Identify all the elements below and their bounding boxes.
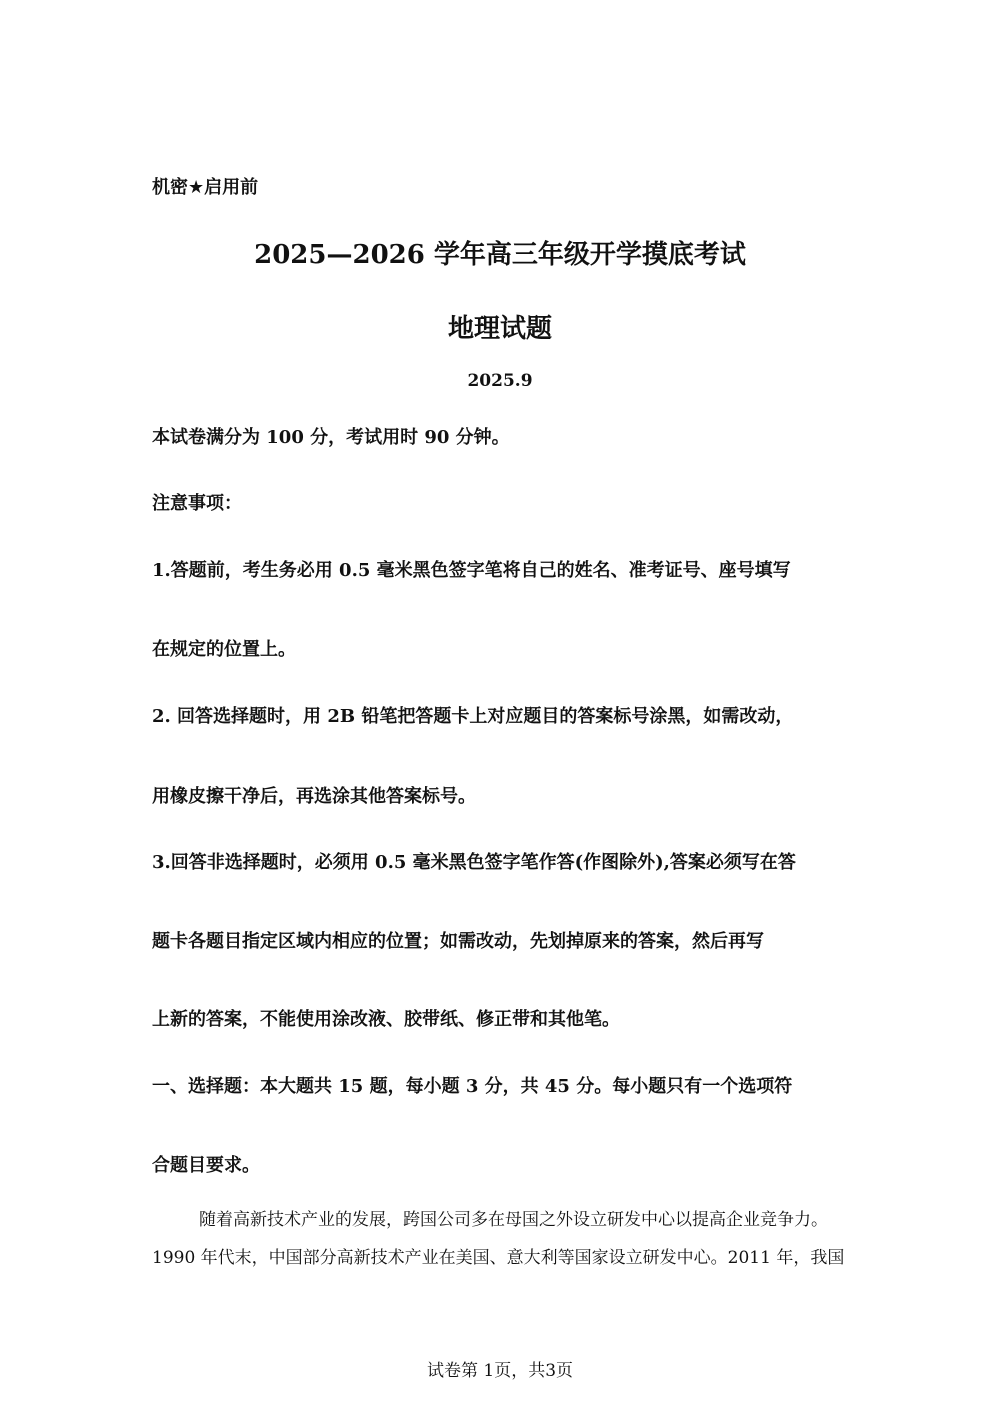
instruction-3-line-3: 上新的答案，不能使用涂改液、胶带纸、修正带和其他笔。 (152, 1009, 620, 1030)
instruction-1-line-2: 在规定的位置上。 (152, 639, 296, 660)
section-1-heading-line-1: 一、选择题：本大题共 15 题，每小题 3 分，共 45 分。每小题只有一个选项符 (152, 1076, 793, 1097)
instruction-1-line-1: 1.答题前，考生务必用 0.5 毫米黑色签字笔将自己的姓名、准考证号、座号填写 (152, 560, 791, 581)
instruction-2-line-1: 2. 回答选择题时，用 2B 铅笔把答题卡上对应题目的答案标号涂黑，如需改动， (152, 706, 794, 727)
subject-title: 地理试题 (447, 314, 552, 344)
instruction-3-line-2: 题卡各题目指定区域内相应的位置；如需改动，先划掉原来的答案，然后再写 (152, 931, 764, 952)
notice-heading: 注意事项： (152, 493, 242, 514)
instruction-3-line-1: 3.回答非选择题时，必须用 0.5 毫米黑色签字笔作答(作图除外),答案必须写在答 (152, 852, 796, 873)
exam-summary: 本试卷满分为 100 分，考试用时 90 分钟。 (152, 427, 510, 448)
section-1-heading-line-2: 合题目要求。 (152, 1155, 260, 1176)
instruction-2-line-2: 用橡皮擦干净后，再选涂其他答案标号。 (152, 786, 476, 807)
confidential-label: 机密★启用前 (152, 177, 259, 198)
passage-line-2: 1990 年代末，中国部分高新技术产业在美国、意大利等国家设立研发中心。2011 年，我国 (152, 1248, 845, 1268)
passage-line-1: 随着高新技术产业的发展，跨国公司多在母国之外设立研发中心以提高企业竞争力。 (199, 1210, 828, 1230)
exam-date: 2025.9 (467, 371, 533, 391)
page-footer: 试卷第 1页，共3页 (426, 1361, 574, 1381)
exam-title: 2025—2026 学年高三年级开学摸底考试 (254, 240, 746, 270)
